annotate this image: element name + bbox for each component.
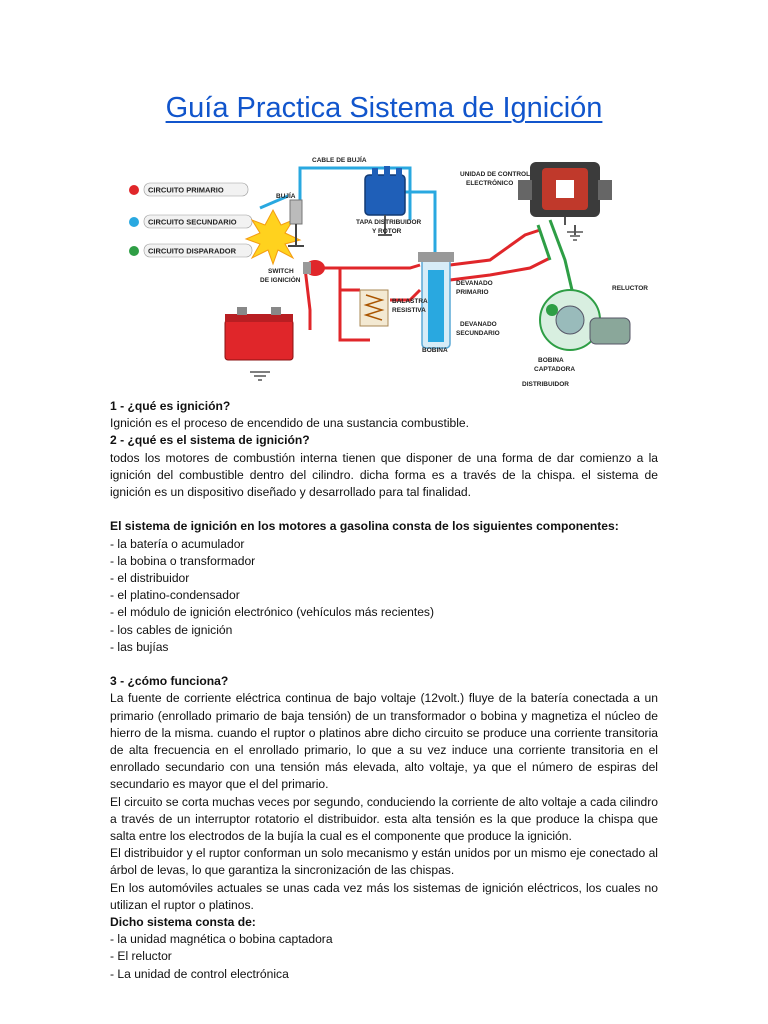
ground-symbols: [250, 232, 583, 380]
label-de-ignicion: DE IGNICIÓN: [260, 277, 301, 284]
legend-dot-secondary: [129, 217, 139, 227]
label-distribuidor: DISTRIBUIDOR: [522, 381, 569, 388]
component-item: - el distribuidor: [110, 571, 190, 586]
answer-2: todos los motores de combustión interna tienen que disponer de una forma de dar comienzo a la ignición del combustible dentro del cilindro. dicha forma es a través de la chispa. el sistema de ignición es un dispositivo diseñado y desarrollado para tal finalidad.: [110, 450, 658, 500]
ignition-system-diagram: [110, 140, 658, 390]
system-item: - La unidad de control electrónica: [110, 966, 289, 981]
legend-label-primary: CIRCUITO PRIMARIO: [148, 185, 224, 195]
answer-1: Ignición es el proceso de encendido de una sustancia combustible.: [110, 416, 470, 431]
legend-label-trigger: CIRCUITO DISPARADOR: [148, 246, 237, 256]
label-switch: SWITCH: [268, 268, 294, 275]
battery-icon: [225, 307, 293, 360]
label-y-rotor: Y ROTOR: [372, 228, 402, 235]
label-devanado-secundario-2: SECUNDARIO: [456, 330, 500, 337]
label-devanado-primario-1: DEVANADO: [456, 280, 493, 287]
system-heading: Dicho sistema consta de:: [110, 915, 256, 930]
legend-dot-trigger: [129, 246, 139, 256]
diagram-legend: [129, 183, 252, 257]
component-item: - las bujías: [110, 639, 169, 654]
component-item: - la batería o acumulador: [110, 536, 245, 551]
label-balastra: BALASTRA: [392, 298, 428, 305]
paragraph-1: La fuente de corriente eléctrica continua de bajo voltaje (12volt.) fluye de la batería conectada a un primario (enrollado primario de baja tensión) de un transformador o bobina y magnetiza el núcleo de hierro de la misma. cuando el ruptor o platinos abre dicho circuito se produce una corriente transitoria de alta frecuencia en el enrollado primario, lo que a su vez induce una corriente transitoria en el enrollado secundario con una tensión más elevada, alto voltaje, ya que el número de espiras del secundario es mayor que el del primario.: [110, 691, 658, 792]
label-bobina-captadora-1: BOBINA: [538, 357, 564, 364]
trigger-circuit-wires: [538, 220, 572, 290]
components-heading: El sistema de ignición en los motores a gasolina consta de los siguientes componentes:: [110, 519, 619, 534]
label-bujia: BUJÍA: [276, 193, 296, 200]
label-electronico: ELECTRÓNICO: [466, 180, 514, 187]
label-reluctor: RELUCTOR: [612, 285, 648, 292]
label-unidad-control: UNIDAD DE CONTROL: [460, 171, 531, 178]
component-item: - los cables de ignición: [110, 622, 233, 637]
distributor-icon: [540, 290, 630, 350]
page-title: Guía Practica Sistema de Ignición: [165, 92, 603, 124]
question-1: 1 - ¿qué es ignición?: [110, 399, 231, 413]
control-unit-icon: [518, 162, 612, 235]
legend-label-secondary: CIRCUITO SECUNDARIO: [148, 217, 237, 227]
label-tapa-distribuidor: TAPA DISTRIBUIDOR: [356, 219, 422, 226]
spark-plug-icon: [246, 200, 304, 264]
paragraph-3: El distribuidor y el ruptor conforman un solo mecanismo y están unidos por un mismo eje conectado al árbol de levas, lo que garantiza la sincronización de las chispas.: [110, 846, 658, 878]
system-item: - la unidad magnética o bobina captadora: [110, 932, 333, 947]
label-devanado-secundario-1: DEVANADO: [460, 321, 497, 328]
ignition-switch-icon: [303, 260, 325, 276]
paragraph-4: En los automóviles actuales se unas cada vez más los sistemas de ignición eléctricos, los cuales no utilizan el ruptor o platinos.: [110, 880, 658, 912]
document-body: [110, 398, 658, 983]
label-devanado-primario-2: PRIMARIO: [456, 289, 489, 296]
question-2: 2 - ¿qué es el sistema de ignición?: [110, 433, 310, 448]
label-bobina: BOBINA: [422, 347, 448, 354]
ballast-resistor-icon: [360, 290, 388, 326]
paragraph-2: El circuito se corta muchas veces por segundo, conduciendo la corriente de alto voltaje a cada cilindro a través de un interruptor rotatorio el distribuidor. esta alta tensión es la que produce la chispa que salta entre los electrodos de la bujía la cual es el componente que produce la ignición.: [110, 794, 658, 844]
label-resistiva: RESISTIVA: [392, 307, 426, 314]
system-item: - El reluctor: [110, 949, 172, 964]
component-item: - el platino-condensador: [110, 588, 240, 603]
component-item: - la bobina o transformador: [110, 553, 256, 568]
component-item: - el módulo de ignición electrónico (vehículos más recientes): [110, 605, 434, 620]
legend-dot-primary: [129, 185, 139, 195]
label-bobina-captadora-2: CAPTADORA: [534, 366, 576, 373]
question-3: 3 - ¿cómo funciona?: [110, 674, 229, 689]
label-cable-bujia: CABLE DE BUJÍA: [312, 157, 367, 164]
